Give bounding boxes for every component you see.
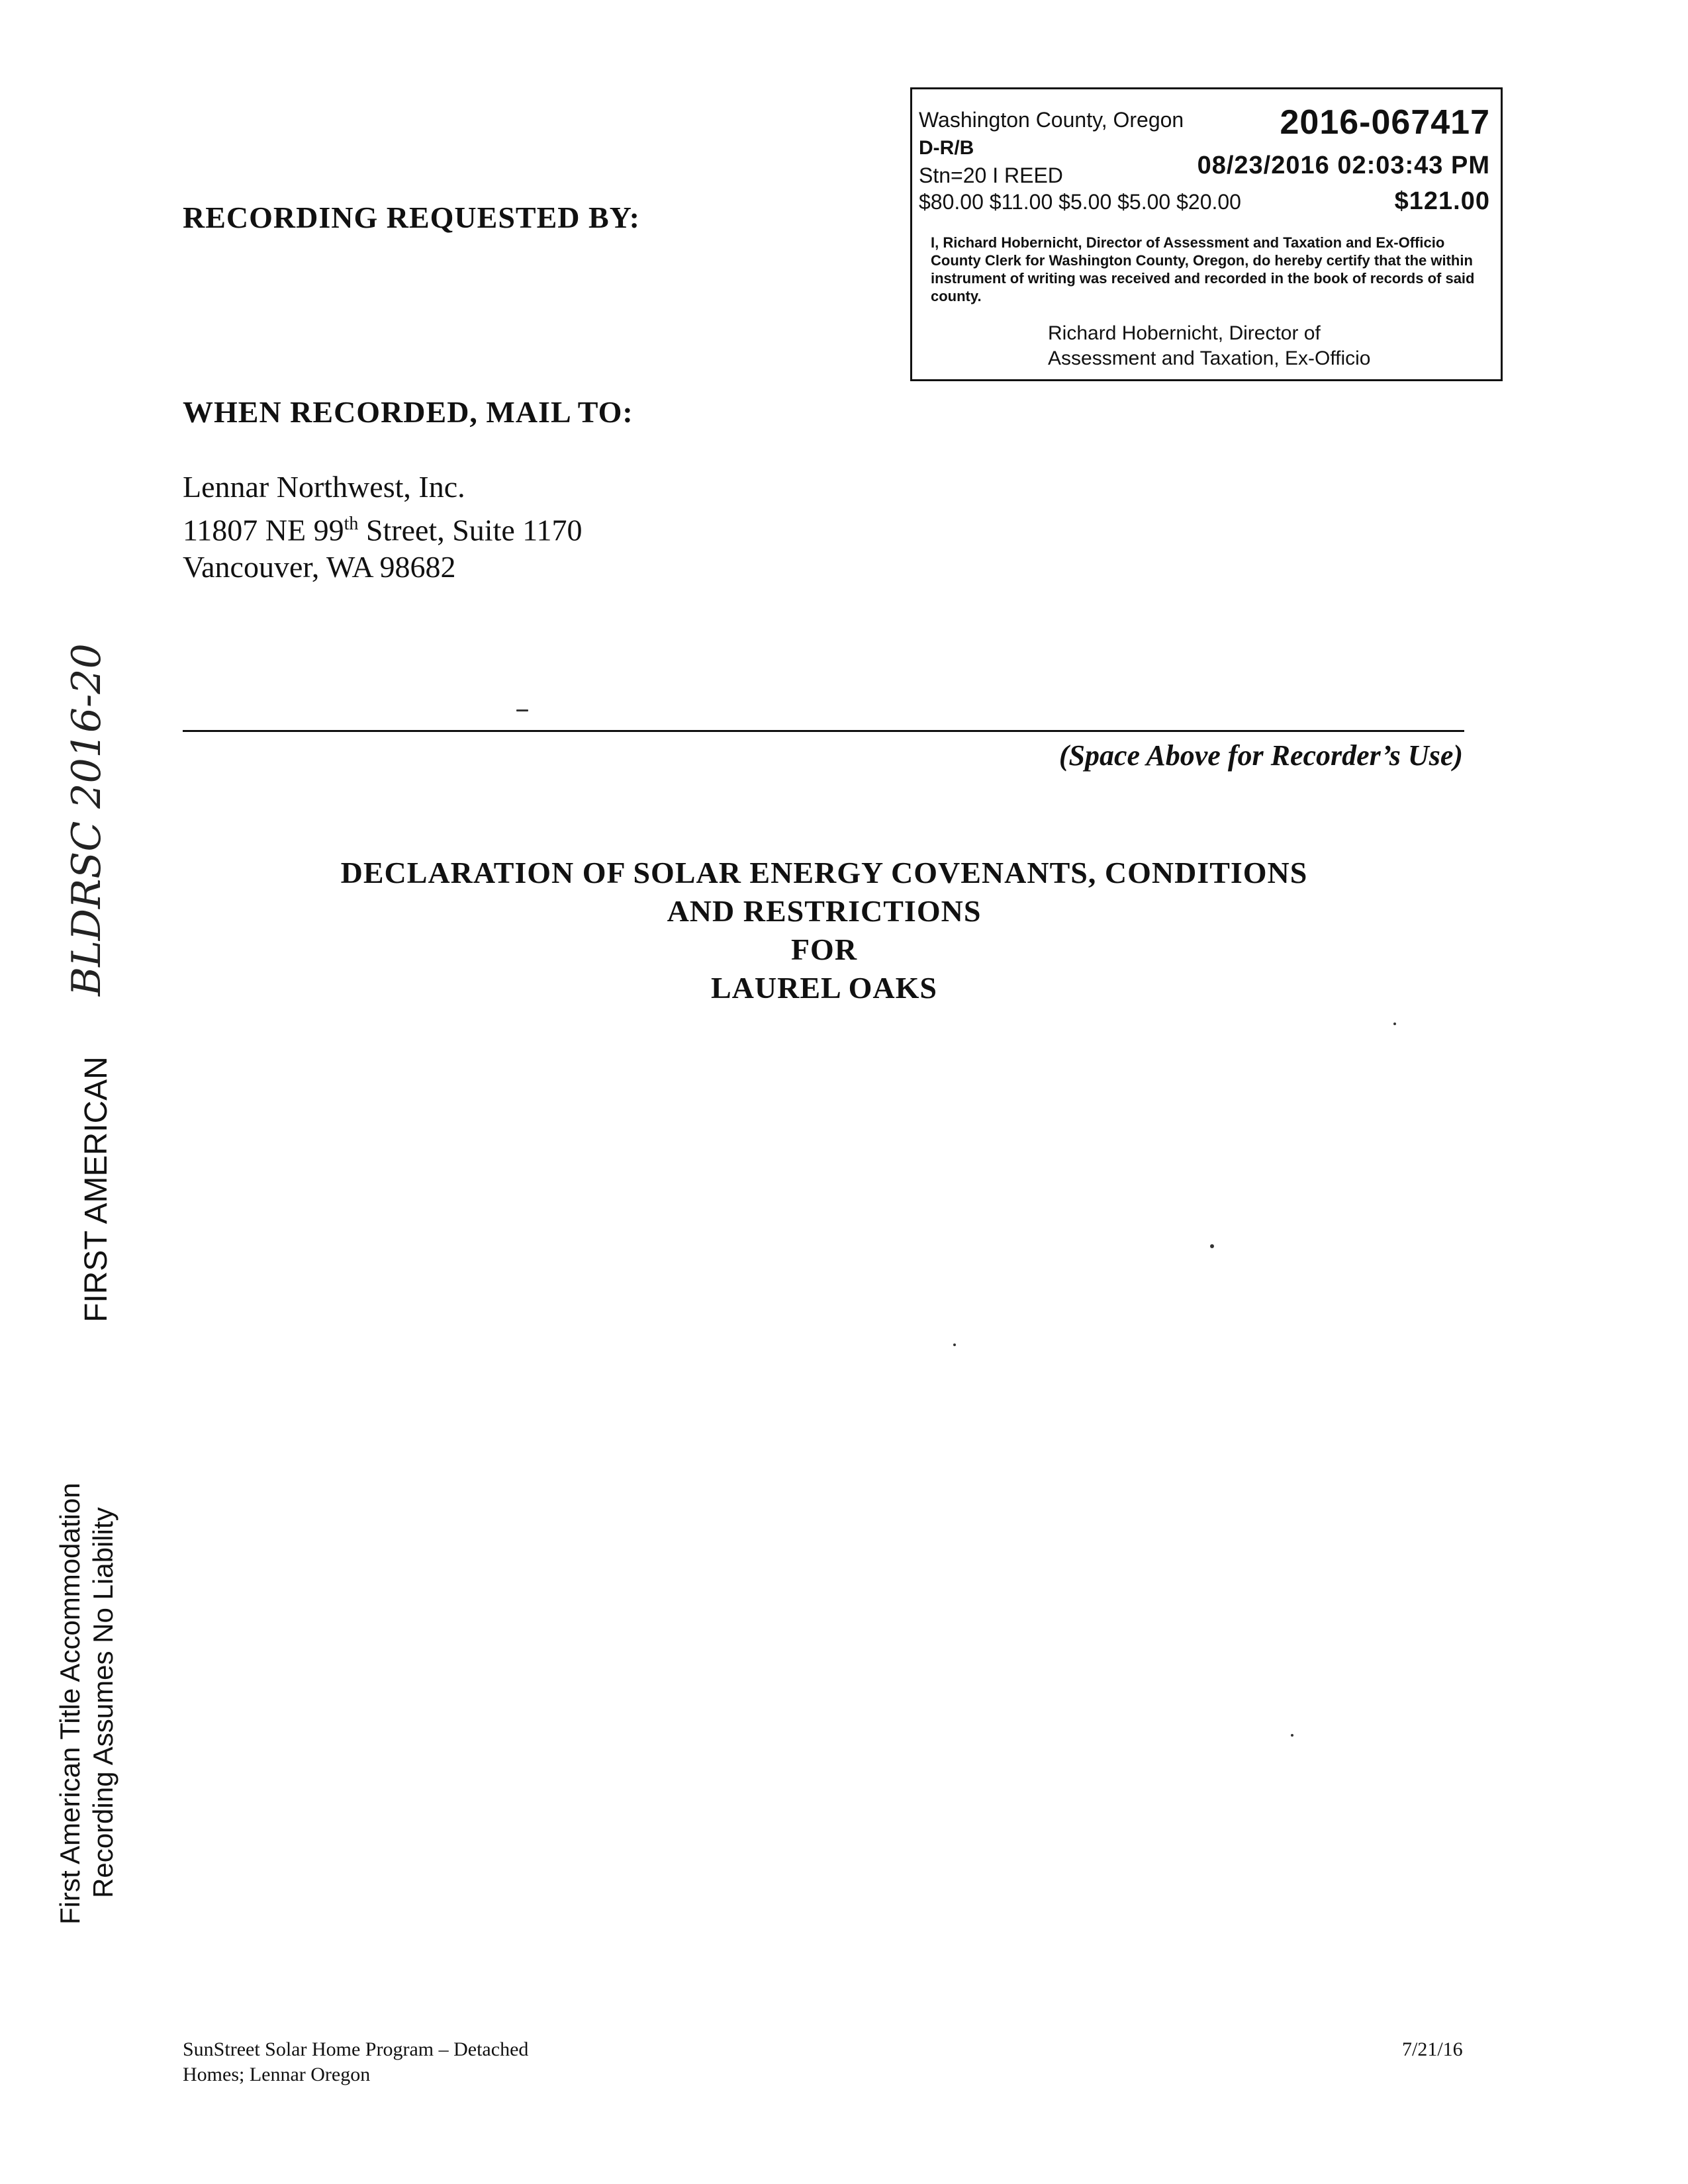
scan-speck — [516, 709, 528, 711]
mail-to-name: Lennar Northwest, Inc. — [183, 470, 465, 504]
mail-to-address — [183, 469, 583, 586]
stamp-signature-line2: Assessment and Taxation, Ex-Officio — [1048, 347, 1371, 369]
street-ordinal: th — [344, 514, 359, 534]
stamp-datetime: 08/23/2016 02:03:43 PM — [1197, 152, 1490, 179]
stamp-county: Washington County, Oregon — [919, 108, 1184, 132]
footer-line2: Homes; Lennar Oregon — [183, 2064, 371, 2085]
accommodation-line1: First American Title Accommodation — [54, 1482, 85, 1925]
title-line4: LAUREL OAKS — [710, 971, 938, 1005]
scan-speck — [1210, 1244, 1214, 1248]
handwritten-reference: BLDRSC 2016-20 — [64, 643, 110, 996]
when-recorded-heading: WHEN RECORDED, MAIL TO: — [183, 395, 633, 429]
footer-date: 7/21/16 — [1402, 2038, 1463, 2060]
recorder-stamp — [910, 87, 1503, 381]
stamp-total: $121.00 — [1394, 187, 1490, 215]
accommodation-line2: Recording Assumes No Liability — [87, 1507, 118, 1898]
stamp-signature-line1: Richard Hobernicht, Director of — [1048, 322, 1321, 344]
mail-to-city: Vancouver, WA 98682 — [183, 550, 456, 584]
recorder-space-divider — [183, 730, 1464, 732]
title-line1: DECLARATION OF SOLAR ENERGY COVENANTS, CONDITIONS — [340, 856, 1308, 889]
footer-program — [183, 2037, 528, 2087]
footer-line1: SunStreet Solar Home Program – Detached — [183, 2038, 529, 2060]
recorder-space-note: (Space Above for Recorder’s Use) — [1058, 739, 1463, 772]
scan-speck — [1393, 1023, 1396, 1025]
document-title — [182, 854, 1466, 1007]
stamp-certification: I, Richard Hobernicht, Director of Assessment and Taxation and Ex-Officio County Clerk for Washington County, Oregon, do hereby certify that the within instrument of writing was received and recorded in the book of records of said county. — [931, 234, 1475, 304]
first-american-stamp: FIRST AMERICAN — [79, 1056, 114, 1322]
recording-requested-heading: RECORDING REQUESTED BY: — [183, 201, 640, 234]
street-number: 11807 NE 99 — [183, 513, 344, 547]
stamp-document-number: 2016-067417 — [1280, 103, 1490, 142]
title-line3: FOR — [790, 933, 858, 966]
title-line2: AND RESTRICTIONS — [667, 894, 982, 928]
stamp-doc-type: D-R/B — [919, 137, 974, 159]
stamp-station: Stn=20 I REED — [919, 163, 1063, 187]
scan-speck — [953, 1343, 956, 1346]
mail-to-street — [183, 506, 583, 549]
stamp-fees: $80.00 $11.00 $5.00 $5.00 $20.00 — [919, 190, 1241, 214]
scan-speck — [1291, 1734, 1293, 1737]
street-name: Street, Suite 1170 — [358, 513, 583, 547]
